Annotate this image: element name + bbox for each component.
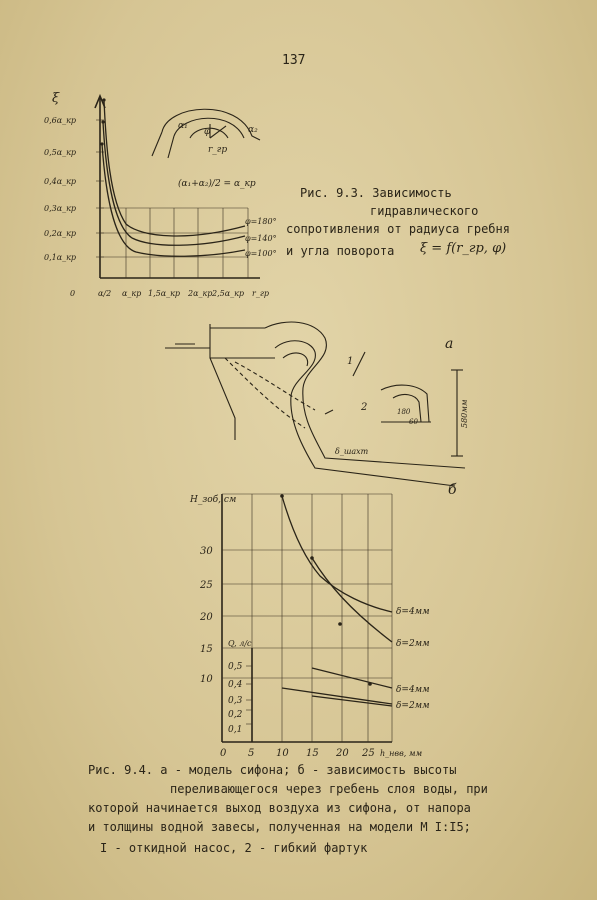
x-tick-label: 20 <box>336 748 349 759</box>
grid <box>222 494 392 742</box>
curve-q-extra <box>312 696 392 706</box>
q-axis-label: Q, л/с <box>228 639 252 648</box>
y-tick-label: 10 <box>200 674 213 685</box>
x-tick-label: 5 <box>248 748 255 759</box>
caption94-line3: которой начинается выход воздуха из сифона, от напора <box>88 801 471 815</box>
caption94-line1: Рис. 9.4. а - модель сифона; б - зависимость высоты <box>88 763 457 777</box>
q-tick-label: 0,5 <box>228 662 243 672</box>
sketch-label: r_гр <box>208 145 228 155</box>
fig93-caption-line3: сопротивления от радиуса гребня <box>286 222 510 236</box>
sketch-label: φ <box>204 127 211 137</box>
q-tick-label: 0,3 <box>228 696 243 706</box>
curve-label: φ=100° <box>245 249 277 258</box>
siphon-label: 180 <box>397 408 411 416</box>
y-tick-label: 0,3α_кр <box>44 204 77 213</box>
fig94b-label: б <box>448 482 457 498</box>
curve-label: δ=4мм <box>396 685 430 695</box>
siphon-label: 60 <box>409 418 418 426</box>
page-number: 137 <box>282 53 306 68</box>
siphon-label: 2 <box>361 402 368 413</box>
q-tick-label: 0,1 <box>228 725 243 735</box>
sketch-formula: (α₁+α₂)/2 = α_кр <box>178 179 256 189</box>
q-tick-label: 0,4 <box>228 680 243 690</box>
y-tick-label: 20 <box>200 612 213 623</box>
curve-q-delta-2 <box>282 688 392 704</box>
sketch-label: α₁ <box>178 121 188 131</box>
caption94-line4: и толщины водной завесы, полученная на модели М I:I5; <box>88 820 471 834</box>
fig93-formula: ξ = f(r_гр, φ) <box>420 241 507 256</box>
y-tick-label: 15 <box>200 644 213 655</box>
figure-9-4b-chart <box>190 482 480 759</box>
x-tick-label: 2,5α_кр <box>212 289 245 298</box>
caption94-line2: переливающегося через гребень слоя воды, при <box>170 782 488 796</box>
x-tick-label: 0 <box>220 748 227 759</box>
curve-h-delta-4 <box>282 496 392 612</box>
x-tick-label: 15 <box>306 748 319 759</box>
x-tick-label: 2α_кр <box>188 289 213 298</box>
x-tick-label: α/2 <box>98 289 112 298</box>
x-tick-label: 1,5α_кр <box>148 289 181 298</box>
x-tick-label: 0 <box>70 289 76 298</box>
x-axis-label: h_нвв, мм <box>380 749 423 758</box>
siphon-label: δ_шахт <box>335 447 369 456</box>
y-tick-label: 0,6α_кр <box>44 116 77 125</box>
caption94-line5: I - откидной насос, 2 - гибкий фартук <box>100 841 368 855</box>
curve-label: φ=140° <box>245 234 277 243</box>
curve-label: φ=180° <box>245 217 277 226</box>
y-tick-label: 0,5α_кр <box>44 148 77 157</box>
curve-label: δ=2мм <box>396 639 430 649</box>
q-tick-label: 0,2 <box>228 710 243 720</box>
fig94a-label: а <box>445 336 454 352</box>
sketch-label: α₂ <box>248 125 258 135</box>
figure-9-4a-siphon <box>165 318 485 488</box>
siphon-label: 1 <box>347 356 354 367</box>
y-axis-label: ξ <box>52 91 60 106</box>
figure-9-3-sketch <box>148 96 278 196</box>
fig93-caption-line4: и угла поворота <box>286 244 395 258</box>
fig93-caption-line1: Рис. 9.3. Зависимость <box>300 186 452 200</box>
x-tick-label: 10 <box>276 748 289 759</box>
y-tick-label: 0,1α_кр <box>44 253 77 262</box>
x-axis-label: r_гр <box>252 289 269 298</box>
x-tick-label: α_кр <box>122 289 142 298</box>
curve-label: δ=2мм <box>396 701 430 711</box>
y-tick-label: 25 <box>200 580 213 591</box>
x-tick-label: 25 <box>362 748 375 759</box>
y-tick-label: 0,2α_кр <box>44 229 77 238</box>
y-axis-label: H_зоб, см <box>190 495 237 505</box>
siphon-label: 580мм <box>460 399 469 428</box>
curve-label: δ=4мм <box>396 607 430 617</box>
y-tick-label: 0,4α_кр <box>44 177 77 186</box>
y-tick-label: 30 <box>200 546 213 557</box>
fig93-caption-line2: гидравлического <box>370 204 479 218</box>
curve-h-delta-2 <box>312 558 392 642</box>
